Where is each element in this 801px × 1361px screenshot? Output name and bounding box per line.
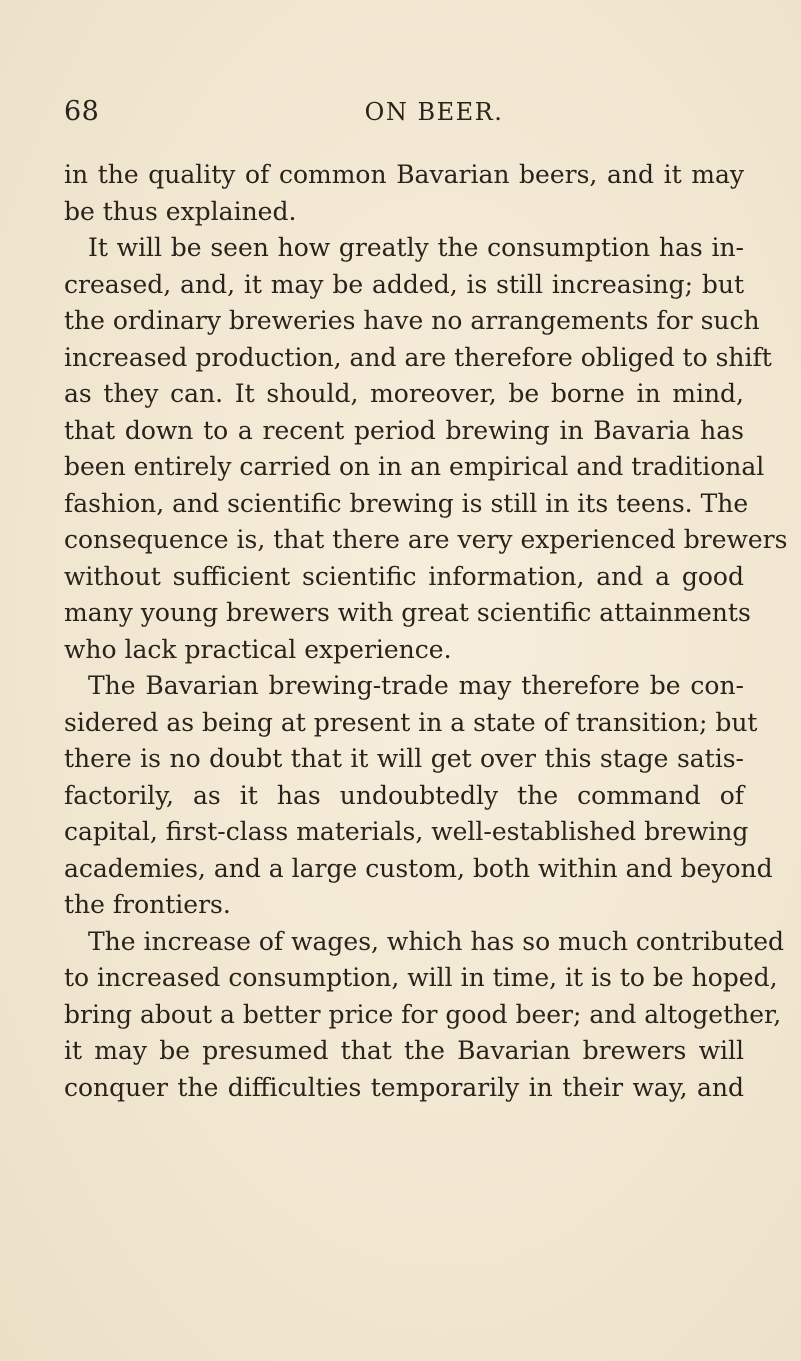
- text-line: It will be seen how greatly the consumption has in-: [88, 233, 744, 262]
- text-line: as they can. It should, moreover, be borne in mind,: [64, 379, 744, 408]
- text-line: it may be presumed that the Bavarian brewers will: [64, 1036, 744, 1065]
- text-line: fashion, and scientific brewing is still in its teens. The: [64, 488, 749, 518]
- text-line: been entirely carried on in an empirical and traditional: [64, 452, 765, 481]
- text-line: bring about a better price for good beer; and altogether,: [64, 999, 782, 1029]
- running-head: ON BEER.: [364, 98, 504, 126]
- page-number: 68: [64, 96, 100, 127]
- text-line: factorily, as it has undoubtedly the command of: [64, 780, 744, 810]
- text-line: capital, first-class materials, well-established brewing: [64, 817, 749, 846]
- text-line: without sufficient scientific information, and a good: [64, 561, 744, 591]
- text-line: conquer the difficulties temporarily in their way, and: [64, 1072, 744, 1102]
- text-line: academies, and a large custom, both within and beyond: [64, 853, 773, 883]
- text-line: in the quality of common Bavarian beers, and it may: [64, 160, 744, 189]
- text-line: creased, and, it may be added, is still increasing; but: [64, 269, 744, 299]
- text-line: many young brewers with great scientific attainments: [64, 598, 751, 627]
- text-line: that down to a recent period brewing in Bavaria has: [64, 415, 744, 445]
- body-text: [64, 157, 788, 1106]
- text-line: who lack practical experience.: [64, 634, 452, 664]
- text-line: increased production, and are therefore obliged to shift: [64, 342, 772, 372]
- text-line: the ordinary breweries have no arrangements for such: [64, 306, 760, 335]
- text-line: there is no doubt that it will get over this stage satis-: [64, 744, 744, 773]
- text-line: to increased consumption, will in time, it is to be hoped,: [64, 963, 778, 992]
- page-header: [64, 90, 744, 134]
- text-line: The increase of wages, which has so much contributed: [88, 926, 785, 956]
- text-line: be thus explained.: [64, 196, 297, 226]
- text-line: the frontiers.: [64, 890, 231, 919]
- text-line: sidered as being at present in a state of transition; but: [64, 707, 758, 737]
- text-line: The Bavarian brewing-trade may therefore be con-: [88, 671, 744, 700]
- text-line: consequence is, that there are very experienced brewers: [64, 525, 788, 554]
